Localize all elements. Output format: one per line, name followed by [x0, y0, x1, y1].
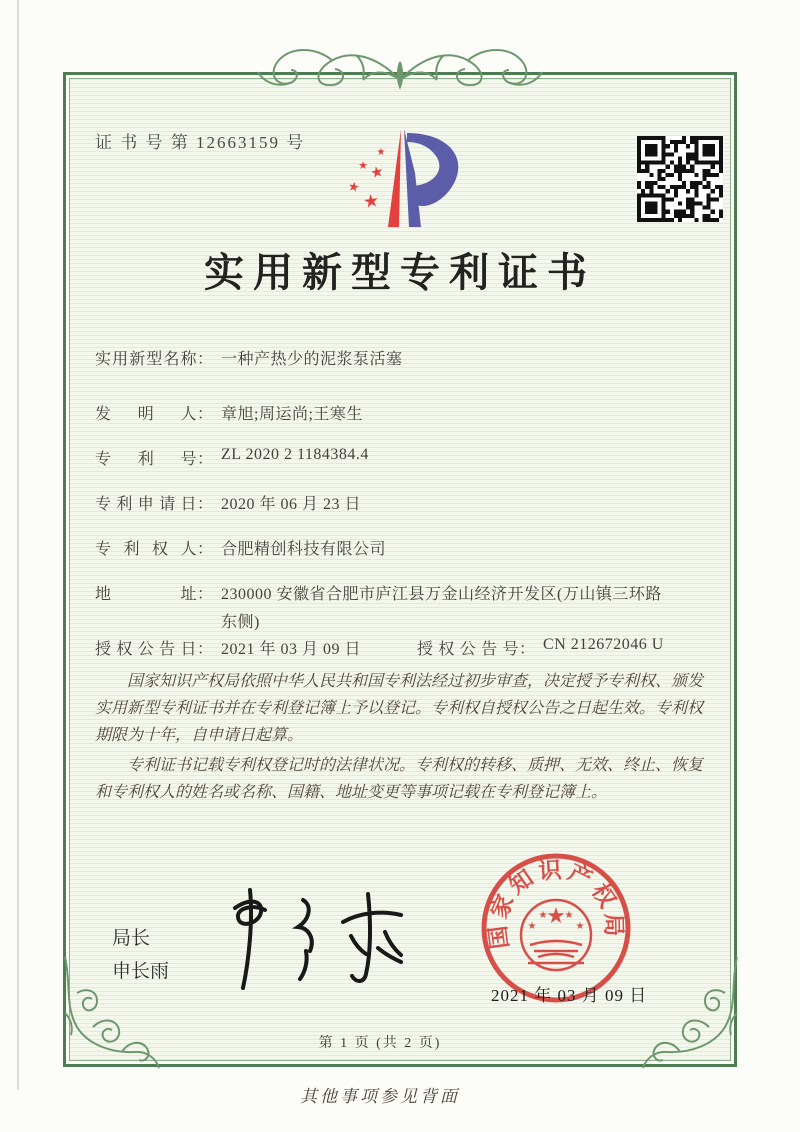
- svg-text:★: ★: [368, 161, 386, 183]
- legal-text-block: [95, 668, 711, 809]
- grant-number-value: CN 212672046 U: [543, 636, 664, 653]
- svg-text:★: ★: [361, 190, 381, 214]
- bottom-right-corner-ornament-icon: [640, 953, 746, 1071]
- paper-edge: [17, 0, 19, 1090]
- svg-text:★: ★: [527, 921, 537, 932]
- field-colon: ：: [197, 586, 214, 603]
- cnipa-logo-icon: [325, 113, 475, 235]
- field-value: 2020 年 06 月 23 日: [221, 496, 362, 513]
- legal-paragraph: 国家知识产权局依照中华人民共和国专利法经过初步审查，决定授予专利权、颁发实用新型专利证书并在专利登记簿上予以登记。专利权自授权公告之日起生效。专利权期限为十年，自申请日起算。: [95, 673, 704, 744]
- svg-text:★: ★: [358, 159, 368, 172]
- field-label: 专利权人: [95, 541, 197, 558]
- svg-text:★: ★: [346, 179, 361, 196]
- director-title: 局长: [112, 928, 151, 949]
- field-colon: ：: [519, 641, 536, 658]
- svg-text:★: ★: [538, 910, 548, 921]
- qr-code: [637, 136, 723, 222]
- svg-text:★: ★: [564, 910, 574, 921]
- field-row-patentee: [95, 536, 715, 559]
- page-number: 第 1 页 (共 2 页): [318, 1036, 442, 1051]
- field-value: ZL 2020 2 1184384.4: [221, 446, 369, 463]
- field-value: 章旭;周运尚;王寒生: [221, 406, 363, 423]
- director-signature: [205, 882, 440, 997]
- field-colon: ：: [197, 641, 214, 658]
- seal-date: 2021 年 03 月 09 日: [491, 986, 648, 1005]
- director-block: [112, 922, 169, 988]
- field-row-grant: [95, 636, 715, 659]
- field-row-name: [95, 346, 715, 369]
- grant-date-value: 2021 年 03 月 09 日: [221, 641, 362, 658]
- field-row-address: [95, 581, 715, 637]
- field-label: 专利号: [95, 451, 197, 468]
- certificate-title: 实用新型专利证书: [204, 250, 596, 295]
- field-label: 发明人: [95, 406, 197, 423]
- field-label: 授权公告号: [417, 641, 520, 658]
- svg-text:★: ★: [546, 904, 566, 929]
- field-row-filing-date: [95, 491, 715, 514]
- back-note: 其他事项参见背面: [300, 1087, 460, 1106]
- field-label: 授权公告日: [95, 641, 197, 658]
- svg-text:★: ★: [376, 147, 386, 158]
- svg-text:★: ★: [575, 921, 585, 932]
- field-label: 地址: [95, 586, 197, 603]
- field-colon: ：: [197, 496, 214, 513]
- field-row-inventors: [95, 401, 715, 424]
- field-colon: ：: [197, 351, 214, 368]
- field-label: 实用新型名称: [95, 351, 197, 368]
- field-label: 专利申请日: [95, 496, 197, 513]
- field-value: 合肥精创科技有限公司: [221, 541, 387, 558]
- seal-organization-text: 国家知识产权局: [484, 857, 627, 951]
- field-colon: ：: [197, 451, 214, 468]
- top-scroll-ornament-icon: [253, 34, 547, 96]
- field-colon: ：: [197, 406, 214, 423]
- field-row-patent-number: [95, 446, 715, 469]
- certificate-number: 证 书 号 第 12663159 号: [95, 133, 306, 152]
- field-value: 一种产热少的泥浆泵活塞: [221, 351, 403, 368]
- legal-paragraph: 专利证书记载专利权登记时的法律状况。专利权的转移、质押、无效、终止、恢复和专利权人的姓名或名称、国籍、地址变更等事项记载在专利登记簿上。: [95, 757, 704, 801]
- field-colon: ：: [197, 541, 214, 558]
- field-value: 230000 安徽省合肥市庐江县万金山经济开发区(万山镇三环路东侧): [221, 586, 662, 631]
- director-name: 申长雨: [112, 961, 170, 982]
